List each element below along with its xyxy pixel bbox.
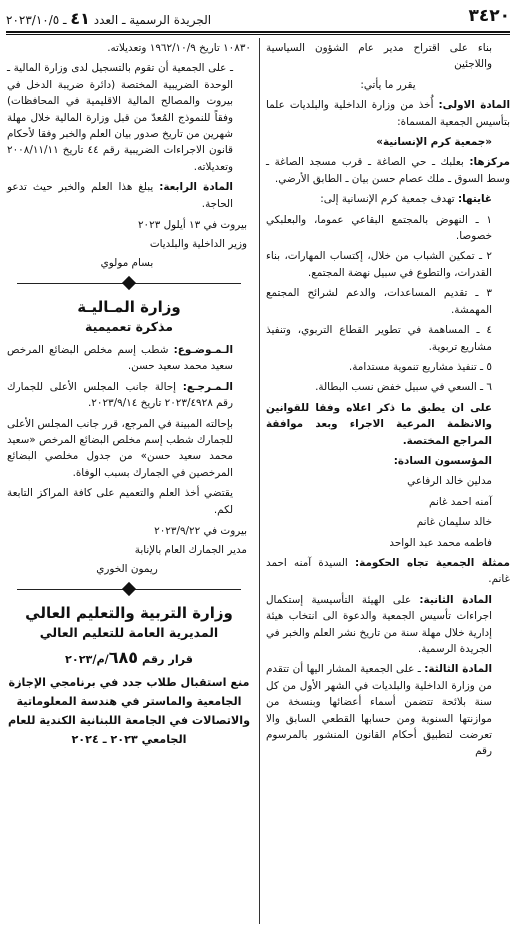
- article-1: المادة الاولى: أُخذ من وزارة الداخلية والبلديات علما بتأسيس الجمعية المسماة:: [266, 99, 510, 128]
- founder-name: فاطمه محمد عبد الواحد: [389, 536, 492, 549]
- founders-label: المؤسسون السادة:: [393, 454, 492, 467]
- memo-reference: الـمـرجـع: إحالة جانب المجلس الأعلى للجمارك رقم ٢٠٢٣/٤٩٢٨ تاريخ ٢٠٢٣/٩/١٤.: [7, 380, 233, 410]
- decision-title: منع استقبال طلاب جدد في برنامجي الإجازة الجامعية والماستر في هندسة المعلوماتية والاتصالات في الجامعة اللبنانية الكندية للعام الجامعي ٢٠٢٣ ـ ٢٠٢٤: [7, 675, 251, 746]
- page-header: [6, 6, 510, 28]
- signature-block: [7, 216, 251, 273]
- article-2: المادة الثانية: على الهيئة التأسيسية إستكمال اجراءات تأسيس الجمعية والدعوة الى انتخاب هيئة إدارية خلال مهلة سنة من تاريخ نشر العلم والخبر في الجريدة الرسمية.: [266, 593, 492, 655]
- law-note: على ان يطبق ما ذكر اعلاه وفقا للقوانين والانظمة المرعية الاجراء وبعد موافقة المراجع المختصة.: [266, 401, 492, 447]
- memo-subject: الـمـوضـوع: شطب إسم مخلص البضائع المرخص سعيد محمد سعيد حسن.: [7, 343, 233, 373]
- issue-number: ٤١: [70, 9, 90, 28]
- decision-number: قرار رقم ٦٨٥/م/٢٠٢٣: [65, 647, 193, 667]
- signer-name: بسام مولوي: [100, 257, 154, 270]
- goal-item: ٢ ـ تمكين الشباب من خلال، إكتساب المهارات، بناء القدرات، والتطوع في سبيل نهضة المجتمع.: [266, 250, 492, 279]
- association-name: «جمعية كرم الإنسانية»: [376, 136, 492, 149]
- goals-intro: غايتها: تهدف جمعية كرم الإنسانية إلى:: [320, 193, 492, 206]
- preamble: بناء على اقتراح مدير عام الشؤون السياسية واللاجئين: [266, 42, 492, 71]
- signer-name: ريمون الخوري: [96, 562, 158, 575]
- signer-title: وزير الداخلية والبلديات: [149, 238, 247, 251]
- memo-closing: يقتضي أخذ العلم والتعميم على كافة المراكز التابعة لكم.: [7, 487, 233, 516]
- memo-body: بإحالته المبينة في المرجع، قرر جانب المجلس الأعلى للجمارك شطب إسم مخلص البضائع المرخص «سعيد محمد سعيد حسن» من جدول مخلصي البضائع المرخصين في الجمارك بسبب الوفاة.: [7, 417, 233, 479]
- memo-title: مذكرة تعميمية: [84, 319, 174, 335]
- founder-name: آمنه احمد غانم: [429, 495, 492, 508]
- page-number: ٣٤٢٠: [468, 6, 510, 26]
- signer-title: مدير الجمارك العام بالإنابة: [134, 543, 247, 556]
- founder-name: مدلين خالد الرفاعي: [407, 475, 492, 488]
- place-date: بيروت في ٢٠٢٣/٩/٢٢: [154, 524, 247, 537]
- journal-title: الجريدة الرسمية ـ العدد ٤١ ـ ٢٠٢٣/١٠/٥: [6, 9, 212, 28]
- issue-date: ـ ٢٠٢٣/١٠/٥: [6, 13, 67, 27]
- continued-text: ١٠٨٣٠ تاريخ ١٩٦٢/١٠/٩ وتعديلاته.: [107, 42, 251, 54]
- section-separator: [7, 583, 251, 597]
- goal-item: ٥ ـ تنفيذ مشاريع تنموية مستدامة.: [348, 360, 492, 373]
- goal-item: ٣ ـ تقديم المساعدات، والدعم لشرائح المجتمع المهمشة.: [266, 287, 492, 316]
- header-rule: [6, 31, 510, 35]
- headquarters: مركزها: بعلبك ـ حي الصاغة ـ قرب مسجد الصاغة ـ وسط السوق ـ ملك عصام حسن بيان ـ الطابق الأرضي.: [266, 156, 510, 185]
- article-3: المادة الثالثة: ـ على الجمعية المشار اليها أن تتقدم من وزارة الداخلية والبلديات في الشهر الأول من كل سنة بلائحة تتضمن أسماء أعضائها وبنسخة من موازنتها السنوية ومن حسابها القطعي السابق والا تعرضت لتطبيق أحكام القانون المنشور بالمرسوم رقم: [266, 663, 493, 758]
- representative: ممثلة الجمعية تجاه الحكومة: السيدة آمنه احمد غانم.: [266, 556, 510, 586]
- decides-line: يقرر ما يأتي:: [360, 78, 416, 91]
- ministry-heading: وزارة المـاليـة: [77, 298, 181, 317]
- founder-name: خالد سليمان غانم: [416, 516, 492, 529]
- directorate-heading: المديرية العامة للتعليم العالي: [39, 625, 219, 641]
- left-column: [7, 40, 251, 753]
- goal-item: ٤ ـ المساهمة في تطوير القطاع التربوي، وتنفيذ مشاريع تربوية.: [266, 324, 492, 353]
- goal-item: ١ ـ النهوض بالمجتمع البقاعي عموما، والبعلبكي خصوصا.: [266, 213, 492, 243]
- goal-item: ٦ ـ السعي في سبيل خفض نسب البطالة.: [315, 381, 492, 394]
- right-column: [266, 40, 510, 764]
- ministry-heading: وزارة التربية والتعليم العالي: [25, 603, 233, 622]
- signature-block: [7, 522, 251, 579]
- column-divider: [259, 38, 260, 924]
- article-4: المادة الرابعة: يبلغ هذا العلم والخبر حيث تدعو الحاجة.: [7, 181, 233, 210]
- section-separator: [7, 277, 251, 291]
- tax-registration-note: ـ على الجمعية أن تقوم بالتسجيل لدى وزارة المالية ـ الوحدة الضريبية المختصة (دائرة ضريبة الدخل في بيروت والمصالح المالية الاقليمية في المحافظات) وفقاً للنموذج المُعدّ من قبل وزارة المالية خلال مهلة شهرين من تاريخ صدور بيان العلم والخبر وفقا لأحكام قانون الاجراءات الضريبية رقم ٤٤ تاريخ ٢٠٠٨/١١/١١ وتعديلاته.: [7, 62, 234, 173]
- place-date: بيروت في ١٣ أيلول ٢٠٢٣: [137, 219, 247, 232]
